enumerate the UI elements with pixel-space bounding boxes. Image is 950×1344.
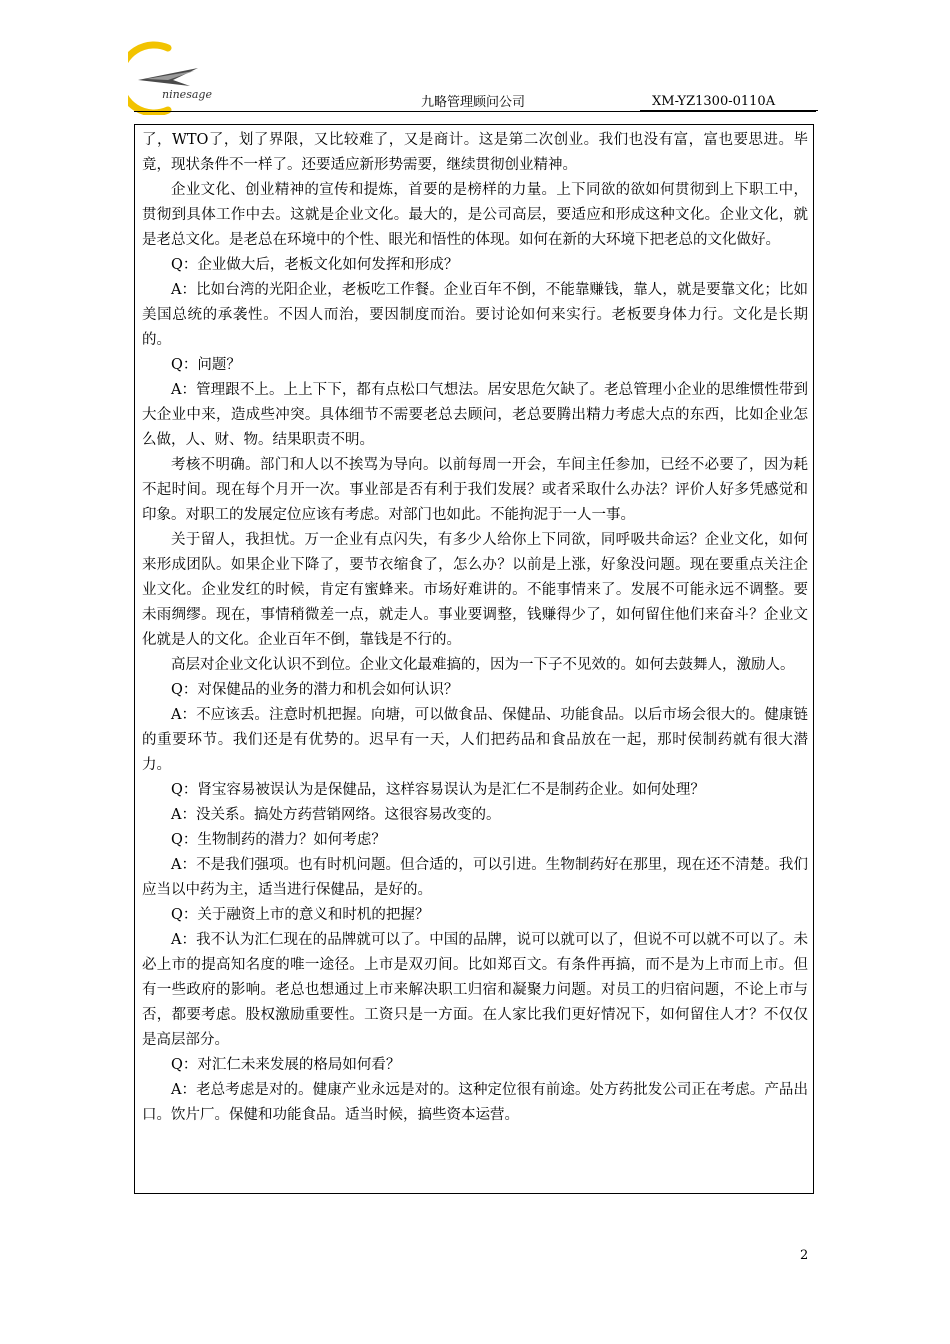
question: Q：肾宝容易被误认为是保健品，这样容易误认为是汇仁不是制药企业。如何处理？ [171, 782, 705, 798]
answer: A：我不认为汇仁现在的品牌就可以了。中国的品牌，说可以就可以了，但说不可以就不可以了。未必上市的提高知名度的唯一途径。上市是双刃间。比如郑百文。有条件再搞，而不是为上市而上市。但有一些政府的影响。老总也想通过上市来解决职工归宿和凝聚力问题。对员工的归宿问题，不论上市与否，都要考虑。股权激励重要性。工资只是一方面。在人家比我们更好情况下，如何留住人才？不仅仅是高层部分。 [142, 932, 808, 1048]
document-body [142, 128, 808, 1128]
question: Q：生物制药的潜力？如何考虑？ [171, 832, 386, 848]
paragraph: 高层对企业文化认识不到位。企业文化最难搞的，因为一下子不见效的。如何去鼓舞人，激励人。 [171, 657, 795, 673]
answer: A：比如台湾的光阳企业，老板吃工作餐。企业百年不倒，不能靠赚钱，靠人，就是要靠文化；比如美国总统的承袭性。不因人而治，要因制度而治。要讨论如何来实行。老板要身体力行。文化是长期的。 [142, 282, 808, 348]
paragraph: 考核不明确。部门和人以不挨骂为导向。以前每周一开会，车间主任参加，已经不必要了，因为耗不起时间。现在每个月开一次。事业部是否有利于我们发展？或者采取什么办法？评价人好多凭感觉和印象。对职工的发展定位应该有考虑。对部门也如此。不能拘泥于一人一事。 [142, 457, 808, 523]
header-divider [134, 111, 816, 112]
answer: A：老总考虑是对的。健康产业永远是对的。这种定位很有前途。处方药批发公司正在考虑。产品出口。饮片厂。保健和功能食品。适当时候，搞些资本运营。 [142, 1082, 808, 1123]
paragraph: 企业文化、创业精神的宣传和提炼，首要的是榜样的力量。上下同欲的欲如何贯彻到上下职工中，贯彻到具体工作中去。这就是企业文化。最大的，是公司高层，要适应和形成这种文化。企业文化，就是老总文化。是老总在环境中的个性、眼光和悟性的体现。如何在新的大环境下把老总的文化做好。 [142, 182, 808, 248]
paragraph: 关于留人，我担忧。万一企业有点闪失，有多少人给你上下同欲，同呼吸共命运？企业文化，如何来形成团队。如果企业下降了，要节衣缩食了，怎么办？以前是上涨，好象没问题。现在要重点关注企业文化。企业发红的时候，肯定有蜜蜂来。市场好难讲的。不能事情来了。发展不可能永远不调整。要未雨绸缪。现在，事情稍微差一点，就走人。事业要调整，钱赚得少了，如何留住他们来奋斗？企业文化就是人的文化。企业百年不倒，靠钱是不行的。 [142, 532, 808, 648]
answer: A：不应该丢。注意时机把握。向塘，可以做食品、保健品、功能食品。以后市场会很大的。健康链的重要环节。我们还是有优势的。迟早有一天，人们把药品和食品放在一起，那时侯制药就有很大潜力。 [142, 707, 808, 773]
logo-text: ninesage [162, 88, 212, 101]
logo-graphic [128, 40, 238, 115]
question: Q：问题？ [171, 357, 241, 373]
document-number: XM-YZ1300-0110A [640, 94, 818, 111]
company-logo [128, 40, 238, 115]
answer: A：没关系。搞处方药营销网络。这很容易改变的。 [171, 807, 501, 823]
answer: A：管理跟不上。上上下下，都有点松口气想法。居安思危欠缺了。老总管理小企业的思维惯性带到大企业中来，造成些冲突。具体细节不需要老总去顾问，老总要腾出精力考虑大点的东西，比如企业怎么做，人、财、物。结果职责不明。 [142, 382, 808, 448]
paragraph: 了，WTO了，划了界限，又比较难了，又是商计。这是第二次创业。我们也没有富，富也要思进。毕竟，现状条件不一样了。还要适应新形势需要，继续贯彻创业精神。 [142, 132, 808, 173]
question: Q：对汇仁未来发展的格局如何看？ [171, 1057, 401, 1073]
answer: A：不是我们强项。也有时机问题。但合适的，可以引进。生物制药好在那里，现在还不清楚。我们应当以中药为主，适当进行保健品，是好的。 [142, 857, 808, 898]
question: Q：关于融资上市的意义和时机的把握？ [171, 907, 430, 923]
question: Q：对保健品的业务的潜力和机会如何认识？ [171, 682, 459, 698]
company-name: 九略管理顾问公司 [421, 95, 526, 110]
question: Q：企业做大后，老板文化如何发挥和形成？ [171, 257, 459, 273]
page-number: 2 [800, 1248, 809, 1263]
